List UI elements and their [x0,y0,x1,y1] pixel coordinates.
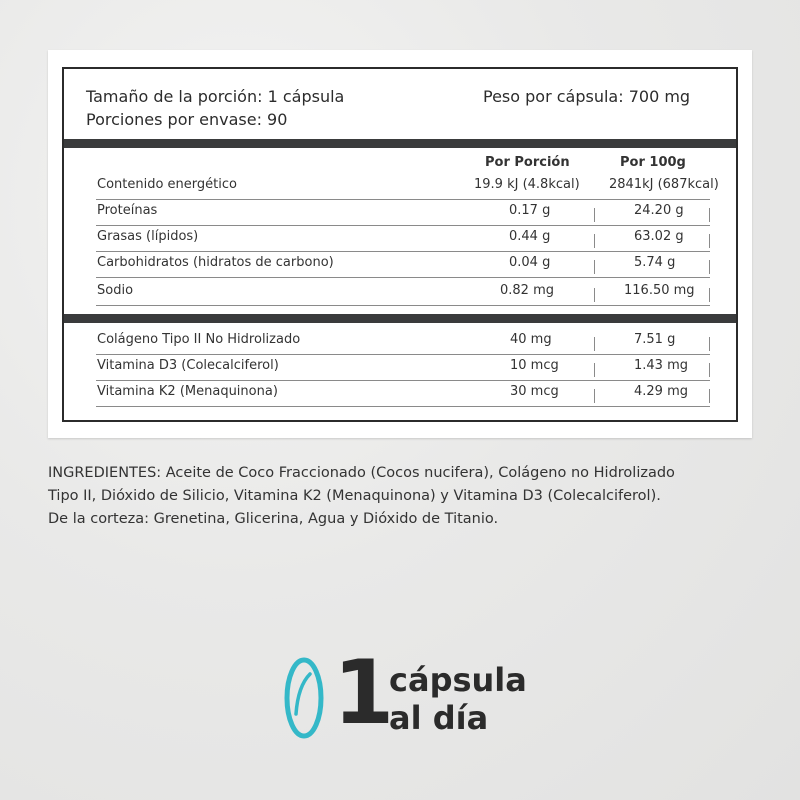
active-name: Colágeno Tipo II No Hidrolizado [97,332,301,347]
value-per-100g: 63.02 g [634,229,684,244]
section-divider [64,314,736,323]
nutrition-table [62,67,738,422]
table-row [64,253,736,278]
value-per-100g: 116.50 mg [624,283,695,298]
nutrient-name: Carbohidratos (hidratos de carbono) [97,255,334,270]
value-per-100g: 2841kJ (687kcal) [609,177,719,192]
table-row [64,227,736,252]
ingredients-line: De la corteza: Grenetina, Glicerina, Agua y Dióxido de Titanio. [48,511,499,527]
value-per-100g: 7.51 g [634,332,676,347]
servings-per-container: Porciones por envase: 90 [86,110,288,129]
value-per-100g: 1.43 mg [634,358,688,373]
table-row [64,382,736,407]
capsule-icon [283,656,325,740]
value-per-100g: 24.20 g [634,203,684,218]
value-per-serving: 19.9 kJ (4.8kcal) [474,177,580,192]
nutrition-panel [48,50,752,438]
daily-dose [283,641,543,744]
active-name: Vitamina K2 (Menaquinona) [97,384,278,399]
nutrient-name: Sodio [97,283,134,298]
value-per-serving: 0.44 g [509,229,551,244]
dose-frequency: al día [389,699,489,737]
table-row [64,356,736,381]
ingredients-line: INGREDIENTES: Aceite de Coco Fraccionado (Cocos nucifera), Colágeno no Hidrolizado [48,465,675,481]
dose-number: 1 [333,641,395,744]
capsule-weight: Peso por cápsula: 700 mg [483,87,691,106]
value-per-100g: 5.74 g [634,255,676,270]
ingredients-text [48,462,768,531]
serving-size: Tamaño de la porción: 1 cápsula [86,87,345,106]
nutrient-name: Grasas (lípidos) [97,229,199,244]
section-divider [64,139,736,148]
table-row [64,330,736,355]
value-per-serving: 0.04 g [509,255,551,270]
column-per-serving: Por Porción [485,155,570,170]
nutrient-name: Contenido energético [97,177,237,192]
active-name: Vitamina D3 (Colecalciferol) [97,358,279,373]
column-per-100g: Por 100g [620,155,686,170]
ingredients-line: Tipo II, Dióxido de Silicio, Vitamina K2 (Menaquinona) y Vitamina D3 (Colecalciferol). [48,488,661,504]
value-per-serving: 40 mg [510,332,552,347]
value-per-serving: 0.82 mg [500,283,554,298]
value-per-serving: 10 mcg [510,358,559,373]
table-row [64,281,736,306]
dose-unit: cápsula [389,661,527,699]
value-per-serving: 0.17 g [509,203,551,218]
table-row [64,201,736,226]
nutrient-name: Proteínas [97,203,158,218]
table-row [64,175,736,200]
value-per-100g: 4.29 mg [634,384,688,399]
value-per-serving: 30 mcg [510,384,559,399]
